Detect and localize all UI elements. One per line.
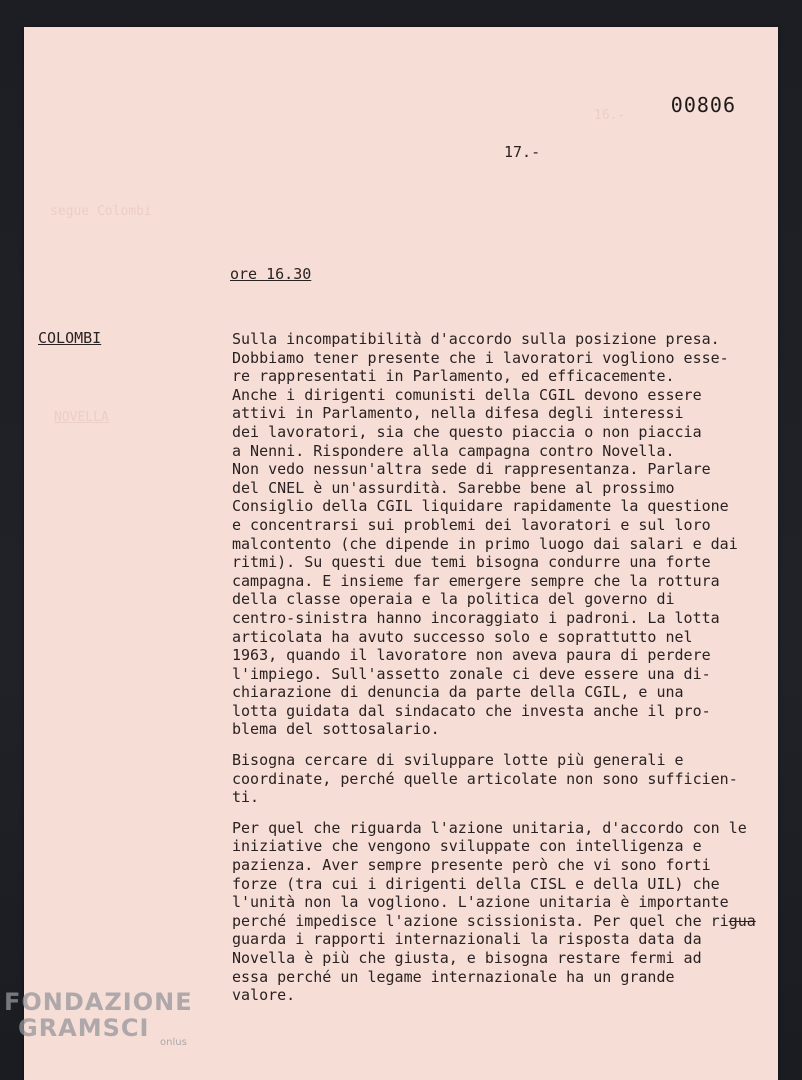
text-line: della classe operaia e la politica del governo di xyxy=(232,590,675,609)
text-line: l'unità non la vogliono. L'azione unitaria è importante xyxy=(232,893,729,912)
watermark-line-1: FONDAZIONE xyxy=(4,988,193,1016)
watermark-line-3: onlus xyxy=(160,1037,187,1048)
text-line: re rappresentati in Parlamento, ed efficacemente. xyxy=(232,367,675,386)
document-number: 00806 xyxy=(670,93,736,117)
text-line: essa perché un legame internazionale ha un grande xyxy=(232,967,675,986)
text-line: valore. xyxy=(232,986,296,1005)
text-line: iniziative che vengono sviluppate con intelligenza e xyxy=(232,837,702,856)
text-line: chiarazione di denuncia da parte della CGIL, e una xyxy=(232,683,684,702)
text-line: Non vedo nessun'altra sede di rappresentanza. Parlare xyxy=(232,460,711,479)
text-line: Novella è più che giusta, e bisogna restare fermi ad xyxy=(232,949,702,967)
paragraph xyxy=(232,330,778,739)
text-line: pazienza. Aver sempre presente però che vi sono forti xyxy=(232,856,711,875)
text-line: attivi in Parlamento, nella difesa degli interessi xyxy=(232,404,684,423)
text-line: blema del sottosalario. xyxy=(232,720,440,739)
page-number: 17.- xyxy=(504,143,541,161)
text-line: Anche i dirigenti comunisti della CGIL devono essere xyxy=(232,385,702,404)
text-line: 1963, quando il lavoratore non aveva paura di perdere xyxy=(232,646,711,665)
text-line: coordinate, perché quelle articolate non sono sufficien- xyxy=(232,769,738,788)
text-line: l'impiego. Sull'assetto zonale ci deve essere una di- xyxy=(232,664,711,683)
text-line: guarda i rapporti internazionali la risposta data da xyxy=(232,930,702,949)
archive-watermark xyxy=(4,990,193,1048)
text-line: campagna. E insieme far emergere sempre che la rottura xyxy=(232,571,720,590)
text-line: malcontento (che dipende in primo luogo dai salari e dai xyxy=(232,534,738,553)
text-line: e concentrarsi sui problemi dei lavoratori e sul loro xyxy=(232,515,711,534)
show-through-speaker-2: NOVELLA xyxy=(54,410,109,425)
text-line: a Nenni. Rispondere alla campagna contro Novella. xyxy=(232,441,675,460)
text-line: Consiglio della CGIL liquidare rapidamente la questione xyxy=(232,497,729,516)
speech-body xyxy=(232,330,778,1017)
paragraph xyxy=(232,751,778,807)
text-line: centro-sinistra hanno incoraggiato i padroni. La lotta xyxy=(232,608,720,627)
speaker-name: COLOMBI xyxy=(38,329,102,347)
text-line: forze (tra cui i dirigenti della CISL e della UIL) che xyxy=(232,874,720,893)
struck-text: gua xyxy=(728,911,756,930)
text-line: perché impedisce l'azione scissionista. Per quel che rigua xyxy=(232,911,756,930)
text-line: Per quel che riguarda l'azione unitaria, d'accordo con le xyxy=(232,818,747,837)
document-page xyxy=(24,27,778,1080)
text-line: ti. xyxy=(232,788,260,807)
text-line: Bisogna cercare di sviluppare lotte più generali e xyxy=(232,751,684,770)
text-line: Sulla incompatibilità d'accordo sulla posizione presa. xyxy=(232,330,720,348)
text-line: lotta guidata dal sindacato che investa anche il pro- xyxy=(232,701,711,720)
text-line: Dobbiamo tener presente che i lavoratori vogliono esse- xyxy=(232,348,729,367)
text-line: del CNEL è un'assurdità. Sarebbe bene al prossimo xyxy=(232,478,675,497)
watermark-line-2: GRAMSCI xyxy=(18,1014,150,1042)
text-line: ritmi). Su questi due temi bisogna condurre una forte xyxy=(232,553,711,572)
paragraph xyxy=(232,819,778,1005)
show-through-page-number: 16.- xyxy=(594,108,626,123)
text-line: dei lavoratori, sia che questo piaccia o non piaccia xyxy=(232,422,702,441)
time-heading: ore 16.30 xyxy=(230,265,312,283)
show-through-speaker: segue Colombi xyxy=(50,204,152,219)
text-line: articolata ha avuto successo solo e soprattutto nel xyxy=(232,627,693,646)
